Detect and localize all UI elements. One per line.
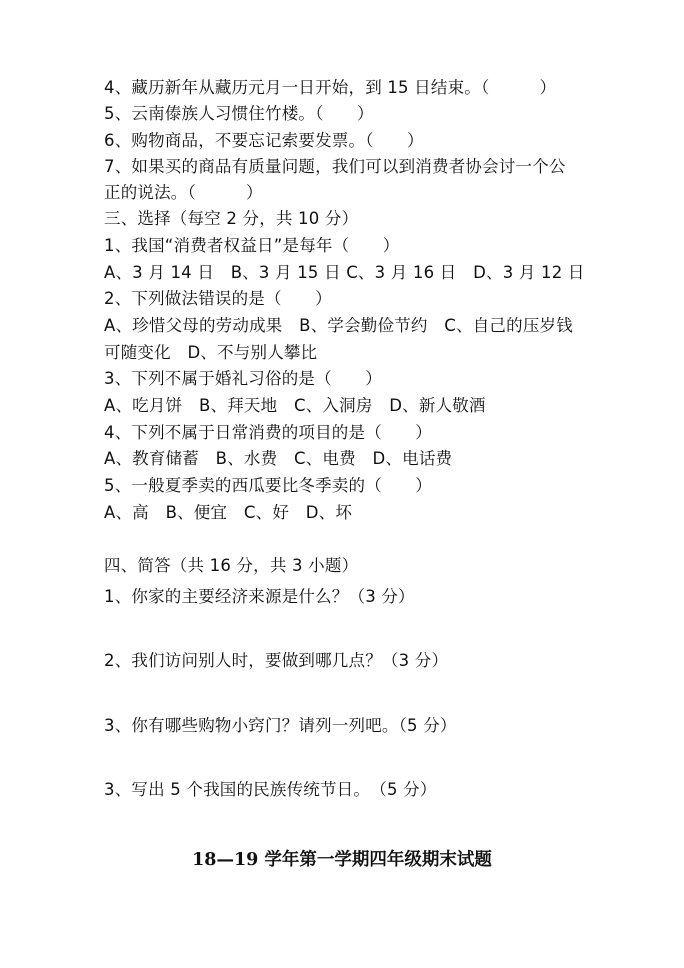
short-answer-question-2: 2、我们访问别人时，要做到哪几点？（3 分） — [104, 651, 449, 670]
choice-question-4-options: A、教育储蓄 B、水费 C、电费 D、电话费 — [104, 449, 453, 468]
choice-question-4: 4、下列不属于日常消费的项目的是（ ） — [104, 423, 432, 442]
short-answer-section-heading: 四、简答（共 16 分，共 3 小题） — [104, 556, 359, 575]
true-false-item-6: 6、购物商品，不要忘记索要发票。（ ） — [104, 131, 424, 150]
choice-question-3-options: A、吃月饼 B、拜天地 C、入洞房 D、新人敬酒 — [104, 396, 486, 415]
exam-title: 18—19 学年第一学期四年级期末试题 — [192, 850, 492, 870]
choice-section-heading: 三、选择（每空 2 分，共 10 分） — [104, 209, 359, 228]
choice-question-2: 2、下列做法错误的是（ ） — [104, 289, 332, 308]
true-false-item-7: 7、如果买的商品有质量问题，我们可以到消费者协会讨一个公 — [104, 157, 566, 176]
true-false-item-4: 4、藏历新年从藏历元月一日开始，到 15 日结束。（ ） — [104, 78, 557, 97]
short-answer-question-3: 3、你有哪些购物小窍门？请列一列吧。（5 分） — [104, 716, 457, 735]
choice-question-5-options: A、高 B、便宜 C、好 D、坏 — [104, 503, 353, 522]
choice-question-2-options-continued: 可随变化 D、不与别人攀比 — [104, 343, 318, 362]
short-answer-question-1: 1、你家的主要经济来源是什么？（3 分） — [104, 587, 415, 606]
true-false-item-5: 5、云南傣族人习惯住竹楼。（ ） — [104, 104, 374, 123]
short-answer-question-4: 3、写出 5 个我国的民族传统节日。 （5 分） — [104, 780, 437, 799]
true-false-item-7-continued: 正的说法。（ ） — [104, 183, 263, 202]
choice-question-1-options: A、3 月 14 日 B、3 月 15 日 C、3 月 16 日 D、3 月 12 日 — [104, 263, 585, 282]
choice-question-3: 3、下列不属于婚礼习俗的是（ ） — [104, 369, 382, 388]
choice-question-5: 5、一般夏季卖的西瓜要比冬季卖的（ ） — [104, 476, 432, 495]
choice-question-1: 1、我国“消费者权益日”是每年（ ） — [104, 236, 400, 255]
choice-question-2-options: A、珍惜父母的劳动成果 B、学会勤俭节约 C、自己的压岁钱 — [104, 316, 573, 335]
